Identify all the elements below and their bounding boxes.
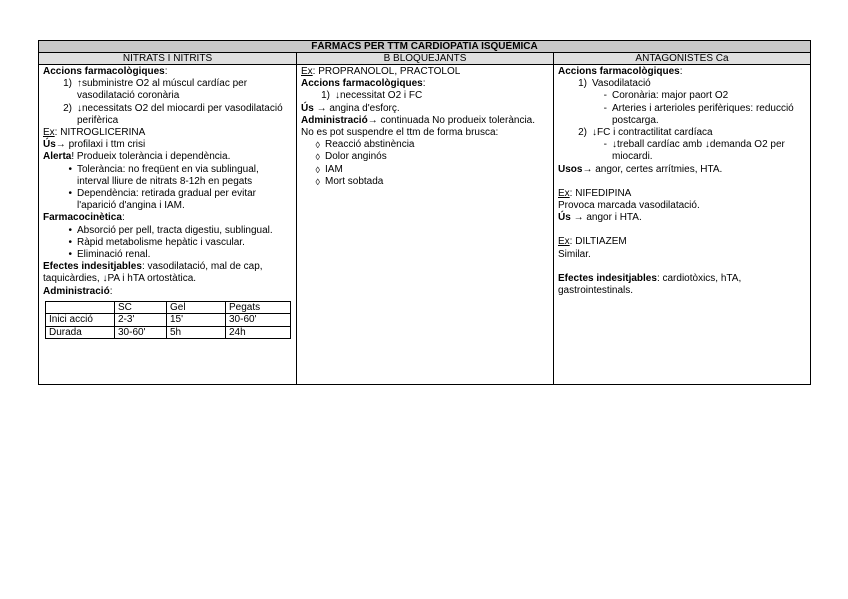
table-row: SC Gel Pegats — [46, 301, 291, 314]
list-item: - ↓treball cardíac amb ↓demanda O2 per miocardi. — [603, 139, 785, 163]
accions-heading: Accions farmacològiques: — [301, 78, 426, 90]
example-description: Provoca marcada vasodilatació. — [558, 200, 700, 212]
list-item: - Coronària: major paort O2 — [603, 90, 729, 102]
list-item: - Arteries i arterioles perifèriques: reducció postcarga. — [603, 102, 794, 126]
example-description: Similar. — [558, 248, 591, 260]
list-item: ◊ Mort sobtada — [315, 175, 384, 187]
list-item: • Eliminació renal. — [68, 249, 151, 261]
example-line: Ex: DILTIAZEM — [558, 236, 627, 248]
side-effects: Efectes indesitjables: vasodilatació, mal de cap, taquicàrdies, ↓PA i hTA ortostàtica. — [43, 261, 263, 285]
header-beta-blockers: B BLOQUEJANTS — [297, 53, 554, 65]
suspend-line: No es pot suspendre el ttm de forma brusca: — [301, 127, 499, 139]
header-nitrats: NITRATS I NITRITS — [39, 53, 297, 65]
side-effects: Efectes indesitjables: cardiotòxics, hTA, gastrointestinals. — [558, 272, 742, 297]
list-item: • Tolerància: no freqüent en via sublingual, interval lliure de nitrats 8-12h en pegats — [68, 163, 259, 187]
uses-line: Usos→ angor, certes arrítmies, HTA. — [558, 163, 723, 175]
header-ca-antagonists: ANTAGONISTES Ca — [554, 53, 811, 65]
column-beta-blockers — [297, 65, 554, 385]
example-line: Ex: PROPRANOLOL, PRACTOLOL — [301, 66, 461, 77]
accions-heading: Accions farmacològiques: — [43, 66, 168, 77]
list-item: 1) Vasodilatació — [578, 78, 651, 90]
list-item: ◊ IAM — [315, 163, 343, 175]
alert-line: Alerta! Produeix tolerància i dependència. — [43, 151, 231, 163]
administration-heading: Administració: — [43, 285, 113, 297]
list-item: • Absorció per pell, tracta digestiu, sublingual. — [68, 224, 273, 236]
column-nitrats — [39, 65, 297, 385]
list-item: ◊ Reacció abstinència — [315, 139, 415, 151]
use-line: Ús → angor i HTA. — [558, 212, 642, 224]
list-item: 1) ↑subministre O2 al múscul cardíac per vasodilatació coronària — [63, 78, 248, 102]
administration-table — [45, 301, 291, 340]
administration-line: Administració→ continuada No produeix tolerància. — [301, 114, 536, 126]
list-item: • Dependència: retirada gradual per evitar l'aparició d'angina i IAM. — [68, 188, 256, 212]
example-line: Ex: NIFEDIPINA — [558, 187, 632, 199]
use-line: Ús→ profilaxi i ttm crisi — [43, 139, 146, 151]
list-item: • Ràpid metabolisme hepàtic i vascular. — [68, 236, 245, 248]
column-ca-antagonists — [554, 65, 811, 385]
drug-table — [38, 40, 811, 385]
example-line: Ex: NITROGLICERINA — [43, 127, 146, 139]
accions-heading: Accions farmacològiques: — [558, 66, 683, 77]
list-item: ◊ Dolor anginós — [315, 151, 387, 163]
table-row: Inici acció 2-3' 15' 30-60' — [46, 314, 291, 327]
table-title: FÀRMACS PER TTM CARDIOPATIA ISQUÈMICA — [39, 41, 811, 53]
list-item: 2) ↓FC i contractilitat cardíaca — [578, 127, 713, 139]
table-row: Durada 30-60' 5h 24h — [46, 326, 291, 339]
use-line: Ús → angina d'esforç. — [301, 102, 400, 114]
list-item: 1) ↓necessitat O2 i FC — [321, 90, 423, 102]
pharmacokinetics-heading: Farmacocinètica: — [43, 212, 125, 224]
list-item: 2) ↓necessitats O2 del miocardi per vasodilatació perifèrica — [63, 102, 283, 126]
